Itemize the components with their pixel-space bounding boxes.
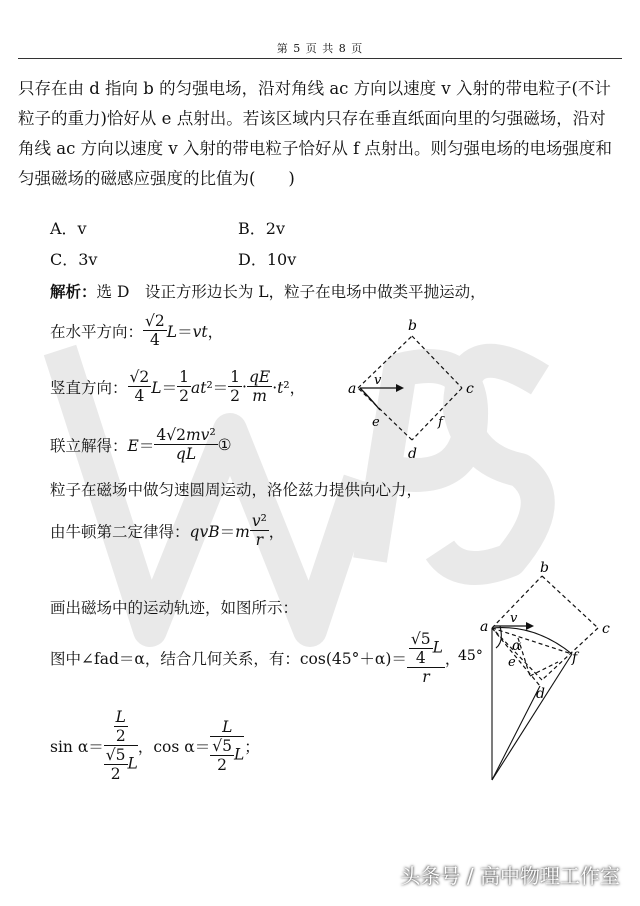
label-e-2: e xyxy=(508,655,516,670)
label-d-2: d xyxy=(536,686,545,702)
solution-label: 解析： xyxy=(50,282,97,301)
footer-watermark: 头条号 / 高中物理工作室 xyxy=(400,864,620,888)
label-f-2: f xyxy=(572,650,578,666)
eq-horizontal-label: 在水平方向： xyxy=(50,322,144,341)
label-b: b xyxy=(408,318,417,334)
eq-horizontal: 在水平方向： $\frac{√2}{4}$ L＝vt， xyxy=(50,312,224,349)
solution-magnetic: 粒子在磁场中做匀速圆周运动，洛伦兹力提供向心力， xyxy=(50,481,423,499)
eq-newton: 由牛顿第二定律得： qvB＝m $\frac{\text{v²}}{r}$ ， xyxy=(50,512,285,549)
option-b[interactable]: B．2v xyxy=(238,219,285,238)
eq-combined-label: 联立解得： xyxy=(50,436,128,455)
label-d: d xyxy=(408,446,417,462)
eq-vertical: 竖直方向： $\frac{√2}{4}$ L＝ $\frac{1}{2}$ at²＝ $\frac{1}{2}$ · $\frac{qE}{m}$ ·t²， xyxy=(50,368,306,405)
eq-cos-label: 图中∠fad＝α，结合几何关系，有： xyxy=(50,650,300,668)
eq-sin-cos: sin α＝ $\frac{L}{2}$ $\frac{√5}{2}$ L ，cos α＝ L $\frac{√5}{2}$ L ； xyxy=(50,708,260,783)
solution-intro: 选 D 设正方形边长为 L，粒子在电场中做类平抛运动， xyxy=(96,283,486,301)
solution-intro-line xyxy=(50,280,486,302)
label-v-2: v xyxy=(510,611,518,626)
label-b-2: b xyxy=(540,560,549,576)
electric-field-diagram xyxy=(330,318,490,468)
option-a[interactable]: A．v xyxy=(50,219,87,238)
question-stem: 只存在由 d 指向 b 的匀强电场，沿对角线 ac 方向以速度 v 入射的带电粒子(不计粒子的重力)恰好从 e 点射出。若该区域内只存在垂直纸面向里的匀强磁场，沿对角线 ac 方向以速度 v 入射的带电粒子恰好从 f 点射出。则匀强电场的电场强度和匀强磁场的磁感应强度的比值为( ) xyxy=(18,79,612,188)
eq-combined: 联立解得： E＝ $\frac{\text{4√2mv²}}{qL}$ ① xyxy=(50,426,232,463)
eq-cos: 图中∠fad＝α，结合几何关系，有： cos(45°＋α)＝ $\frac{√5}{4}$ L r ， xyxy=(50,630,461,686)
eq-newton-label: 由牛顿第二定律得： xyxy=(50,522,190,541)
eq-vertical-label: 竖直方向： xyxy=(50,378,128,397)
label-a-2: a xyxy=(480,619,489,635)
label-a: a xyxy=(348,381,357,397)
frac-sqrt2-4: $\frac{√2}{4}$ xyxy=(145,312,165,349)
marker-1: ① xyxy=(217,435,232,454)
label-v: v xyxy=(374,373,382,388)
page-header: 第 5 页 共 8 页 xyxy=(276,42,364,55)
label-alpha: α xyxy=(512,638,522,654)
option-d[interactable]: D．10v xyxy=(238,250,297,269)
header-divider xyxy=(18,58,622,59)
label-c: c xyxy=(466,381,474,397)
option-c[interactable]: C．3v xyxy=(50,250,98,269)
magnetic-field-diagram xyxy=(440,558,630,788)
label-45deg: 45° xyxy=(458,648,483,664)
label-c-2: c xyxy=(602,621,610,637)
solution-draw: 画出磁场中的运动轨迹，如图所示： xyxy=(50,599,299,617)
label-f: f xyxy=(438,415,443,430)
label-e: e xyxy=(372,415,380,430)
